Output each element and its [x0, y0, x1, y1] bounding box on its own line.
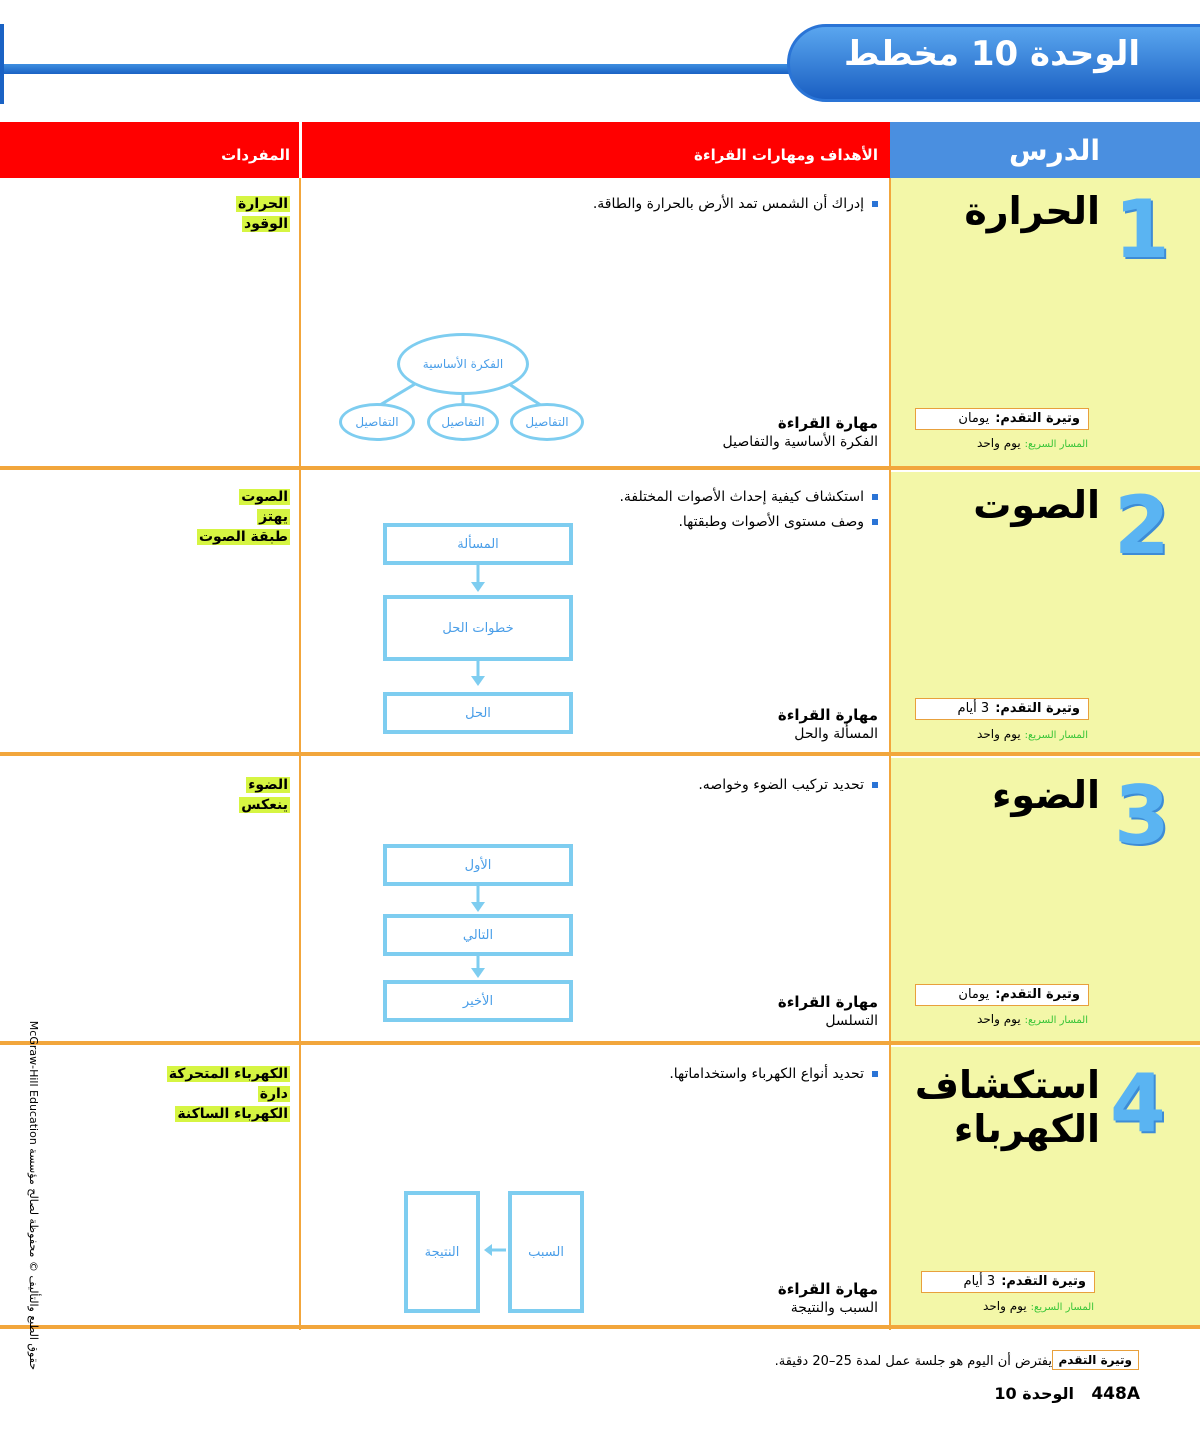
lesson-2-objective-1: استكشاف كيفية إحداث الأصوات المختلفة.: [619, 489, 878, 505]
row-divider-2: [0, 752, 1200, 756]
lesson-3-title: الضوء: [992, 773, 1100, 817]
page-number: 448A: [1091, 1384, 1140, 1404]
lesson-4-title: استكشاف الكهرباء: [914, 1063, 1100, 1151]
lesson-2-pace: وتيرة التقدم:3 أيام: [915, 698, 1089, 720]
row-divider-1: [0, 466, 1200, 470]
lesson-2-skill-heading: مهارة القراءة: [777, 706, 878, 724]
lesson-2-vocabulary: الصوت يهتز طبقة الصوت: [198, 489, 288, 545]
row-divider-4: [0, 1325, 1200, 1329]
lesson-4-fast-track: المسار السريع:يوم واحد: [983, 1299, 1094, 1313]
cause-effect-arrow: [482, 1242, 508, 1258]
title-band-edge: [0, 24, 4, 104]
page-title: الوحدة 10 مخطط: [843, 34, 1140, 74]
lesson-3-number: 3: [1114, 769, 1170, 862]
header-objectives: الأهداف ومهارات القراءة: [694, 146, 878, 164]
lesson-2-fast-track: المسار السريع:يوم واحد: [977, 727, 1088, 741]
footer-note: يفترض أن اليوم هو جلسة عمل لمدة 25–20 دقيقة.: [774, 1354, 1052, 1369]
detail-oval-1: التفاصيل: [339, 403, 415, 441]
lesson-3-fast-track: المسار السريع:يوم واحد: [977, 1012, 1088, 1026]
copyright-notice: حقوق الطبع والتأليف © محفوظة لصالح مؤسسة McGraw-Hill Education: [27, 1020, 40, 1370]
lesson-4-number: 4: [1110, 1057, 1166, 1150]
lesson-3-pace: وتيرة التقدم:يومان: [915, 984, 1089, 1006]
lesson-2-title: الصوت: [973, 483, 1100, 527]
lesson-2-skill: المسألة والحل: [794, 726, 878, 742]
lesson-4-skill: السبب والنتيجة: [790, 1300, 878, 1316]
sequence-next-box: التالي: [383, 914, 573, 956]
lesson-4-pace: وتيرة التقدم:3 أيام: [921, 1271, 1095, 1293]
header-separator: [299, 122, 302, 178]
lesson-3-vocabulary: الضوء ينعكس: [241, 777, 288, 813]
lesson-1-fast-track: المسار السريع:يوم واحد: [977, 436, 1088, 450]
header-lesson: الدرس: [1008, 134, 1100, 167]
lesson-1-skill-heading: مهارة القراءة: [777, 414, 878, 432]
lesson-1-number: 1: [1114, 183, 1170, 276]
sequence-first-box: الأول: [383, 844, 573, 886]
lesson-4-skill-heading: مهارة القراءة: [777, 1280, 878, 1298]
lesson-1-objective-1: إدراك أن الشمس تمد الأرض بالحرارة والطاقة.: [593, 196, 878, 212]
unit-label: الوحدة 10: [994, 1384, 1074, 1403]
sequence-last-box: الأخير: [383, 980, 573, 1022]
lesson-3-objective-1: تحديد تركيب الضوء وخواصه.: [698, 777, 878, 793]
footer-pace-label: وتيرة التقدم: [1052, 1350, 1139, 1370]
main-idea-oval: الفكرة الأساسية: [397, 333, 529, 395]
lesson-4-vocabulary: الكهرباء المتحركة دارة الكهرباء الساكنة: [168, 1066, 288, 1122]
lesson-1-vocabulary: الحرارة الوقود: [238, 196, 288, 232]
lesson-1-pace: وتيرة التقدم:يومان: [915, 408, 1089, 430]
effect-box: النتيجة: [404, 1191, 480, 1313]
lesson-1-skill: الفكرة الأساسية والتفاصيل: [722, 434, 878, 450]
lesson-3-skill-heading: مهارة القراءة: [777, 993, 878, 1011]
lesson-4-objective-1: تحديد أنواع الكهرباء واستخداماتها.: [669, 1066, 878, 1082]
row-divider-3: [0, 1041, 1200, 1045]
lesson-1-title: الحرارة: [964, 189, 1100, 233]
lesson-2-objective-2: وصف مستوى الأصوات وطبقتها.: [678, 514, 878, 530]
lesson-3-skill: التسلسل: [825, 1013, 878, 1029]
solution-steps-box: خطوات الحل: [383, 595, 573, 661]
detail-oval-2: التفاصيل: [427, 403, 499, 441]
problem-box: المسألة: [383, 523, 573, 565]
lesson-2-number: 2: [1114, 479, 1170, 572]
solution-box: الحل: [383, 692, 573, 734]
detail-oval-3: التفاصيل: [510, 403, 584, 441]
cause-box: السبب: [508, 1191, 584, 1313]
header-vocabulary: المفردات: [221, 146, 290, 164]
